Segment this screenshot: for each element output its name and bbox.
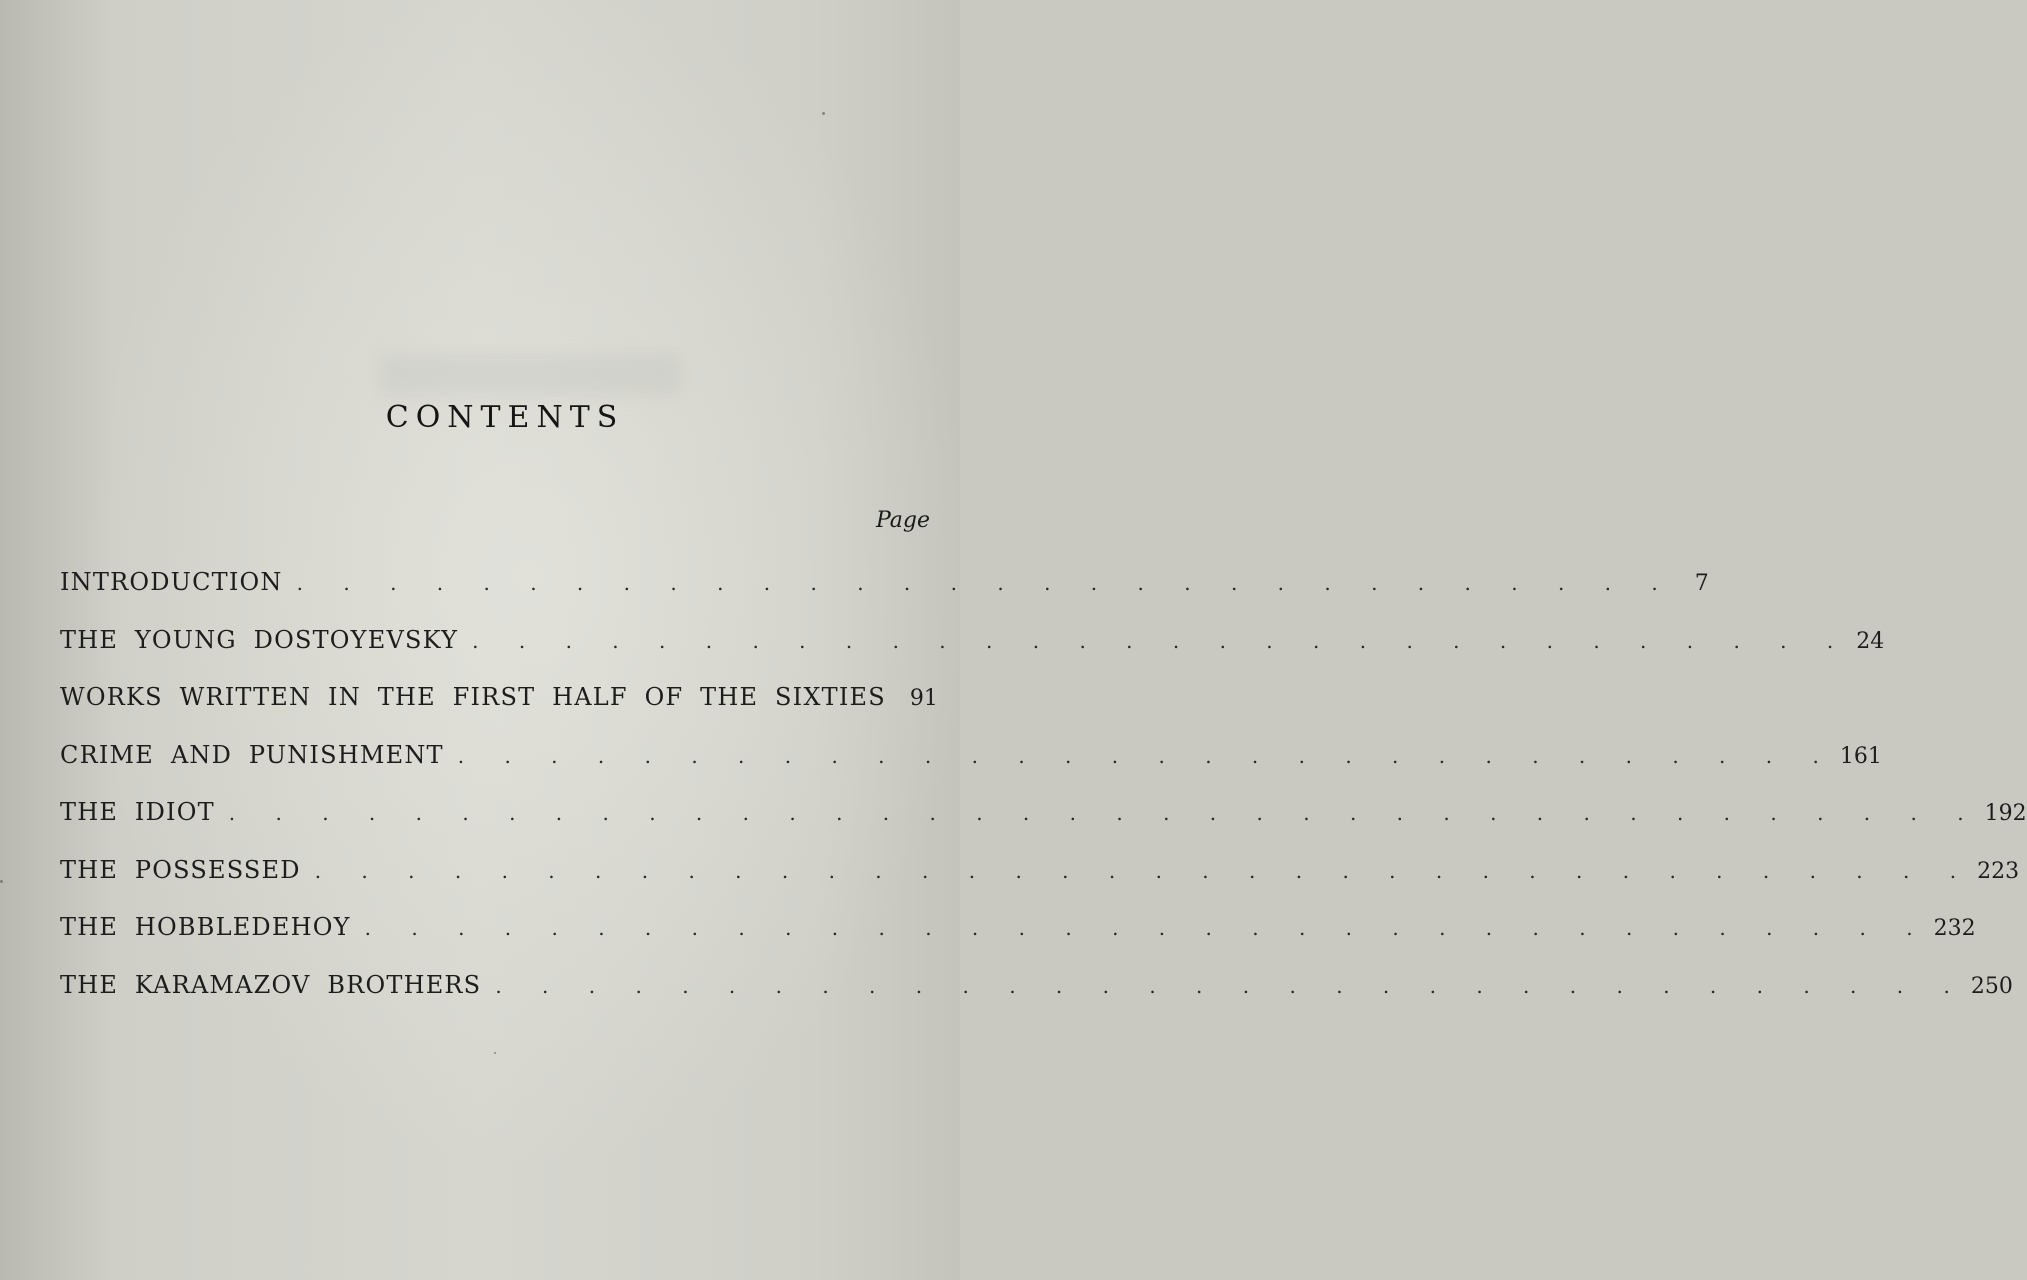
table-of-contents	[60, 568, 2027, 1028]
toc-entry-page: 7	[1694, 571, 1709, 596]
toc-entry-karamazov-brothers	[60, 970, 2013, 1029]
toc-entry-title: THE HOBBLEDEHOY	[60, 913, 351, 941]
toc-entry-page: 223	[1977, 858, 2020, 884]
show-through-ink	[380, 355, 680, 395]
dot-leader: . . . . . . . . . . . . . . . . . . . . . . . . . . . . . . . .	[495, 973, 1963, 998]
toc-entry-the-possessed	[60, 855, 2020, 914]
toc-entry-introduction	[60, 568, 1709, 626]
dot-leader: . . . . . . . . . . . . . . . . . . . . . . . . . . . . . . . . . .	[364, 916, 1926, 940]
toc-entry-page: 24	[1856, 628, 1885, 654]
dot-leader: . . . . . . . . . . . . . . . . . . . . . . . . . . . . . . . . . . . .	[314, 858, 1970, 883]
toc-entry-title: THE IDIOT	[60, 798, 215, 826]
toc-entry-page: 232	[1933, 916, 1976, 941]
page-column-label: Page	[875, 508, 930, 533]
toc-entry-page: 91	[909, 686, 938, 711]
dot-leader: . . . . . . . . . . . . . . . . . . . . . . . . . . . . . .	[472, 628, 1847, 653]
toc-entry-title: THE YOUNG DOSTOYEVSKY	[60, 625, 459, 654]
dot-leader: . . . . . . . . . . . . . . . . . . . . . . . . . . . . . .	[296, 571, 1671, 595]
toc-entry-title: WORKS WRITTEN IN THE FIRST HALF OF THE SIXTIES	[60, 683, 886, 711]
toc-entry-page: 161	[1839, 743, 1882, 769]
paper-speck	[822, 112, 825, 115]
dot-leader: . . . . . . . . . . . . . . . . . . . . . . . . . . . . . .	[457, 743, 1832, 768]
toc-entry-the-hobbledehoy	[60, 913, 1976, 971]
toc-entry-page: 250	[1970, 973, 2013, 999]
toc-entry-title: THE POSSESSED	[60, 855, 301, 884]
toc-entry-crime-and-punishment	[60, 740, 1882, 799]
toc-entry-the-idiot	[60, 798, 2027, 856]
toc-entry-title: INTRODUCTION	[60, 568, 283, 596]
toc-entry-page: 192	[1984, 801, 2027, 826]
page-title: CONTENTS	[385, 400, 625, 435]
toc-entry-young-dostoyevsky	[60, 625, 1885, 684]
toc-entry-title: CRIME AND PUNISHMENT	[60, 740, 444, 769]
paper-speck	[494, 1052, 496, 1054]
dot-leader: . . . . . . . . . . . . . . . . . . . . . . . . . . . . . . . . . . . . . .	[228, 801, 1977, 825]
toc-entry-title: THE KARAMAZOV BROTHERS	[60, 970, 482, 999]
paper-speck	[0, 880, 3, 883]
toc-entry-works-sixties	[60, 683, 938, 741]
